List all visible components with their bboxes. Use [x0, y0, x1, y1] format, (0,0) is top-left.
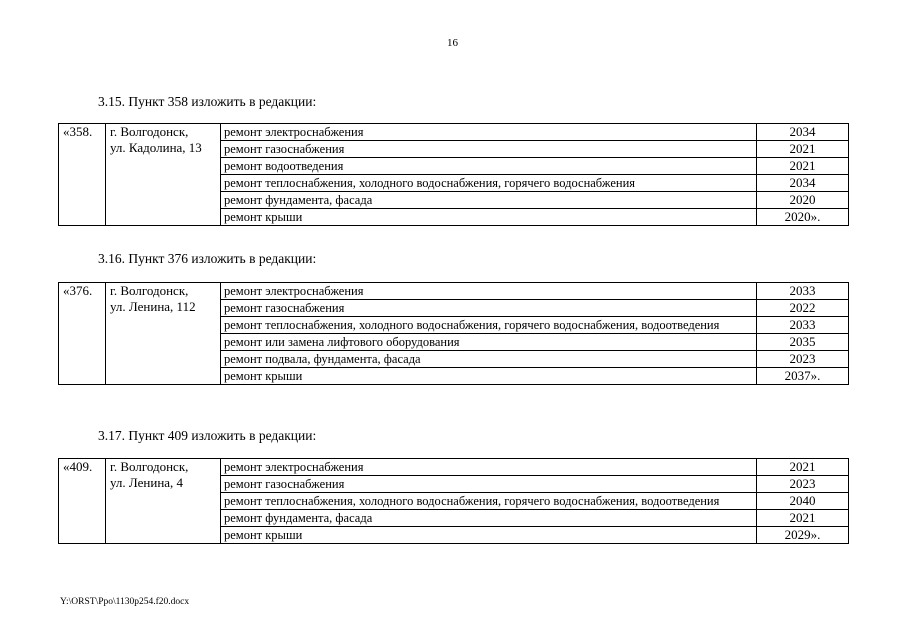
work-year: 2021: [757, 459, 849, 476]
work-type: ремонт теплоснабжения, холодного водоснабжения, горячего водоснабжения: [221, 175, 757, 192]
work-year: 2029».: [757, 527, 849, 544]
work-year: 2033: [757, 317, 849, 334]
table-row: [59, 124, 849, 141]
work-year: 2020».: [757, 209, 849, 226]
section-heading-315: 3.15. Пункт 358 изложить в редакции:: [98, 94, 317, 109]
work-type: ремонт крыши: [221, 368, 757, 385]
work-type: ремонт газоснабжения: [221, 141, 757, 158]
work-type: ремонт фундамента, фасада: [221, 192, 757, 209]
item-number: «409.: [59, 459, 106, 544]
work-year: 2021: [757, 141, 849, 158]
item-address: [106, 459, 221, 544]
document-file-path: Y:\ORST\Ppo\1130p254.f20.docx: [60, 597, 190, 607]
work-type: ремонт газоснабжения: [221, 476, 757, 493]
item-number: «358.: [59, 124, 106, 226]
work-year: 2033: [757, 283, 849, 300]
work-type: ремонт водоотведения: [221, 158, 757, 175]
work-type: ремонт электроснабжения: [221, 124, 757, 141]
work-type: ремонт электроснабжения: [221, 459, 757, 476]
work-type: ремонт теплоснабжения, холодного водоснабжения, горячего водоснабжения, водоотведения: [221, 317, 757, 334]
item-number: «376.: [59, 283, 106, 385]
work-year: 2023: [757, 351, 849, 368]
work-year: 2034: [757, 175, 849, 192]
work-type: ремонт подвала, фундамента, фасада: [221, 351, 757, 368]
work-year: 2023: [757, 476, 849, 493]
address-city: г. Волгодонск,: [110, 283, 189, 298]
section-heading-317: 3.17. Пункт 409 изложить в редакции:: [98, 428, 317, 443]
section-heading-316: 3.16. Пункт 376 изложить в редакции:: [98, 251, 317, 266]
work-year: 2022: [757, 300, 849, 317]
item-address: [106, 283, 221, 385]
work-year: 2021: [757, 510, 849, 527]
schedule-table-358: [58, 123, 849, 226]
work-year: 2040: [757, 493, 849, 510]
table-row: [59, 459, 849, 476]
address-city: г. Волгодонск,: [110, 124, 189, 139]
work-type: ремонт электроснабжения: [221, 283, 757, 300]
work-year: 2035: [757, 334, 849, 351]
schedule-table-376: [58, 282, 849, 385]
work-type: ремонт теплоснабжения, холодного водоснабжения, горячего водоснабжения, водоотведения: [221, 493, 757, 510]
schedule-table-409: [58, 458, 849, 544]
work-type: ремонт крыши: [221, 527, 757, 544]
work-year: 2021: [757, 158, 849, 175]
address-street: ул. Ленина, 4: [110, 475, 184, 490]
table-row: [59, 283, 849, 300]
work-type: ремонт газоснабжения: [221, 300, 757, 317]
work-type: ремонт крыши: [221, 209, 757, 226]
address-city: г. Волгодонск,: [110, 459, 189, 474]
work-year: 2034: [757, 124, 849, 141]
work-year: 2020: [757, 192, 849, 209]
work-year: 2037».: [757, 368, 849, 385]
work-type: ремонт фундамента, фасада: [221, 510, 757, 527]
item-address: [106, 124, 221, 226]
address-street: ул. Ленина, 112: [110, 299, 196, 314]
work-type: ремонт или замена лифтового оборудования: [221, 334, 757, 351]
address-street: ул. Кадолина, 13: [110, 140, 202, 155]
page-number: 16: [447, 37, 458, 49]
